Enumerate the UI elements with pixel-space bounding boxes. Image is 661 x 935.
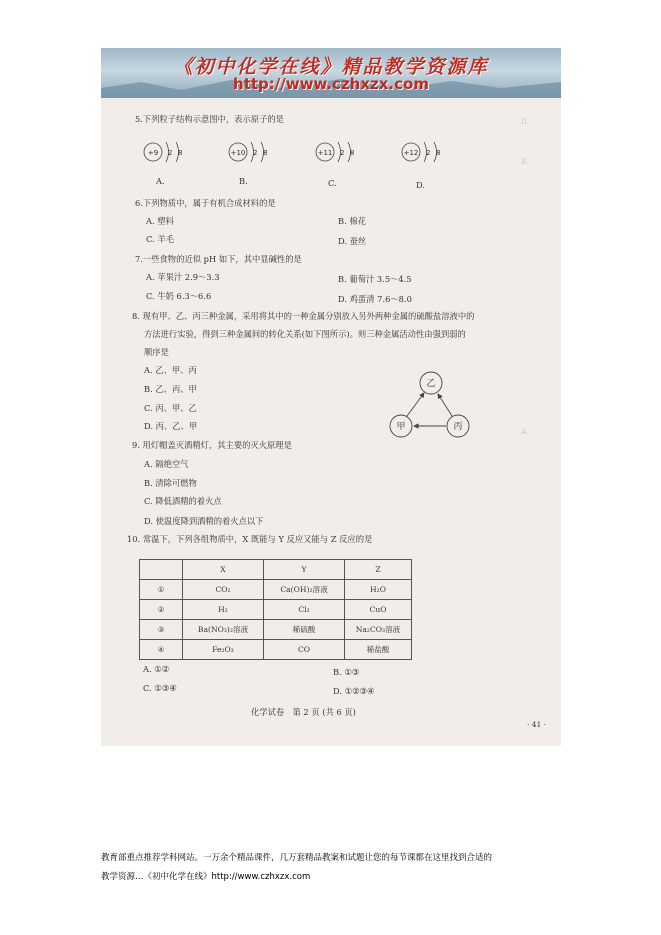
q9-option-b: B. 清除可燃物 bbox=[144, 478, 197, 488]
q9-option-d: D. 使温度降到酒精的着火点以下 bbox=[144, 516, 264, 526]
q7-option-d: D. 鸡蛋清 7.6～8.0 bbox=[338, 294, 412, 304]
table-cell: 稀盐酸 bbox=[345, 640, 412, 660]
q10-stem: 10. 常温下，下列各组物质中，X 既能与 Y 反应又能与 Z 反应的是 bbox=[127, 534, 373, 544]
q9-option-c: C. 降低酒精的着火点 bbox=[144, 496, 222, 506]
q5-option-d: D. bbox=[416, 180, 425, 190]
metal-conversion-diagram bbox=[381, 366, 481, 442]
atom-diagram-a bbox=[141, 134, 201, 174]
atom-structure-icon bbox=[313, 134, 373, 170]
exam-page-scan bbox=[101, 98, 561, 746]
q5-option-a: A. bbox=[156, 176, 165, 186]
table-cell: Ca(OH)₂溶液 bbox=[264, 580, 345, 600]
header-banner bbox=[101, 48, 561, 98]
table-row bbox=[140, 580, 412, 600]
diagram-node-left: 甲 bbox=[396, 422, 406, 432]
banner-url[interactable]: http://www.czhxzx.com bbox=[233, 75, 429, 93]
table-cell: ② bbox=[140, 600, 183, 620]
q9-stem: 9. 用灯帽盖灭酒精灯，其主要的灭火原理是 bbox=[132, 440, 292, 450]
exam-page-footer: 化学试卷 第 2 页 (共 6 页) bbox=[251, 707, 356, 717]
q5-option-c: C. bbox=[328, 178, 337, 188]
q8-option-c: C. 丙、甲、乙 bbox=[144, 403, 197, 413]
atom-diagram-d bbox=[399, 134, 459, 174]
q8-stem-line1: 8. 现有甲、乙、丙三种金属，采用将其中的一种金属分别放入另外两种金属的硫酸盐溶液中的 bbox=[132, 311, 475, 321]
q6-option-d: D. 蚕丝 bbox=[338, 236, 367, 246]
q6-option-b: B. 棉花 bbox=[338, 216, 366, 226]
table-header-cell: Y bbox=[264, 560, 345, 580]
table-cell: Na₂CO₃溶液 bbox=[345, 620, 412, 640]
q10-option-c: C. ①③④ bbox=[143, 683, 177, 693]
banner-title: 《初中化学在线》精品教学资源库 bbox=[173, 56, 489, 78]
table-cell: Ba(NO₃)₂溶液 bbox=[183, 620, 264, 640]
site-footer bbox=[101, 849, 571, 887]
q6-option-c: C. 羊毛 bbox=[146, 234, 174, 244]
svg-text:+9: +9 bbox=[147, 149, 159, 157]
svg-text:2: 2 bbox=[253, 149, 258, 157]
table-row bbox=[140, 600, 412, 620]
q8-option-b: B. 乙、丙、甲 bbox=[144, 384, 197, 394]
svg-text:+11: +11 bbox=[317, 149, 333, 157]
q5-option-b: B. bbox=[239, 176, 248, 186]
svg-text:8: 8 bbox=[178, 149, 183, 157]
diagram-node-right: 丙 bbox=[453, 422, 463, 432]
svg-text:2: 2 bbox=[426, 149, 431, 157]
table-cell: H₂O bbox=[345, 580, 412, 600]
table-row bbox=[140, 640, 412, 660]
table-header-cell: X bbox=[183, 560, 264, 580]
svg-text:8: 8 bbox=[263, 149, 268, 157]
table-cell: ① bbox=[140, 580, 183, 600]
table-cell: CO bbox=[264, 640, 345, 660]
svg-text:2: 2 bbox=[168, 149, 173, 157]
table-header-cell: Z bbox=[345, 560, 412, 580]
q7-option-b: B. 葡萄汁 3.5～4.5 bbox=[338, 274, 412, 284]
q8-stem-line2: 方法进行实验，得到三种金属间的转化关系(如下图所示)。则三种金属活动性由强到弱的 bbox=[144, 329, 466, 339]
table-cell: H₂ bbox=[183, 600, 264, 620]
bleed-through-text: A. bbox=[521, 428, 529, 436]
atom-diagram-b bbox=[226, 134, 286, 174]
q8-option-a: A. 乙、甲、丙 bbox=[144, 365, 197, 375]
atom-structure-icon bbox=[141, 134, 201, 170]
q9-option-a: A. 隔绝空气 bbox=[144, 459, 189, 469]
table-cell: 稀硫酸 bbox=[264, 620, 345, 640]
svg-text:8: 8 bbox=[350, 149, 355, 157]
svg-text:+10: +10 bbox=[230, 149, 246, 157]
table-header-row bbox=[140, 560, 412, 580]
q10-option-a: A. ①② bbox=[143, 664, 170, 674]
atom-structure-icon bbox=[399, 134, 459, 170]
q6-stem: 6.下列物质中，属于有机合成材料的是 bbox=[135, 198, 276, 208]
q7-option-c: C. 牛奶 6.3～6.6 bbox=[146, 291, 212, 301]
q10-table bbox=[139, 559, 412, 660]
q10-option-d: D. ①②③④ bbox=[333, 686, 375, 696]
q10-option-b: B. ①③ bbox=[333, 667, 360, 677]
table-cell: Fe₂O₃ bbox=[183, 640, 264, 660]
q6-option-a: A. 塑料 bbox=[146, 216, 174, 226]
footer-line-2[interactable]: 教学资源…《初中化学在线》http://www.czhxzx.com bbox=[101, 872, 311, 882]
q5-stem: 5.下列粒子结构示意图中，表示原子的是 bbox=[135, 114, 284, 124]
exam-page-number: · 41 · bbox=[527, 720, 547, 729]
svg-text:2: 2 bbox=[340, 149, 345, 157]
atom-structure-icon bbox=[226, 134, 286, 170]
atom-diagram-c bbox=[313, 134, 373, 174]
svg-text:+12: +12 bbox=[403, 149, 419, 157]
bleed-through-text: B. bbox=[521, 158, 529, 166]
table-header-cell bbox=[140, 560, 183, 580]
diagram-node-top: 乙 bbox=[426, 379, 436, 389]
bleed-through-text: D. bbox=[521, 118, 529, 126]
q7-option-a: A. 苹果汁 2.9～3.3 bbox=[146, 272, 220, 282]
table-cell: ③ bbox=[140, 620, 183, 640]
table-cell: CO₂ bbox=[183, 580, 264, 600]
svg-text:8: 8 bbox=[436, 149, 441, 157]
table-cell: Cl₂ bbox=[264, 600, 345, 620]
table-cell: CuO bbox=[345, 600, 412, 620]
q8-stem-line3: 顺序是 bbox=[144, 347, 169, 357]
table-row bbox=[140, 620, 412, 640]
footer-line-1: 教育部重点推荐学科网站。一万余个精品课件，几万套精品教案和试题让您的每节课都在这里找到合适的 bbox=[101, 853, 493, 863]
table-cell: ④ bbox=[140, 640, 183, 660]
q8-option-d: D. 丙、乙、甲 bbox=[144, 421, 198, 431]
q7-stem: 7.一些食物的近似 pH 如下，其中显碱性的是 bbox=[135, 254, 302, 264]
